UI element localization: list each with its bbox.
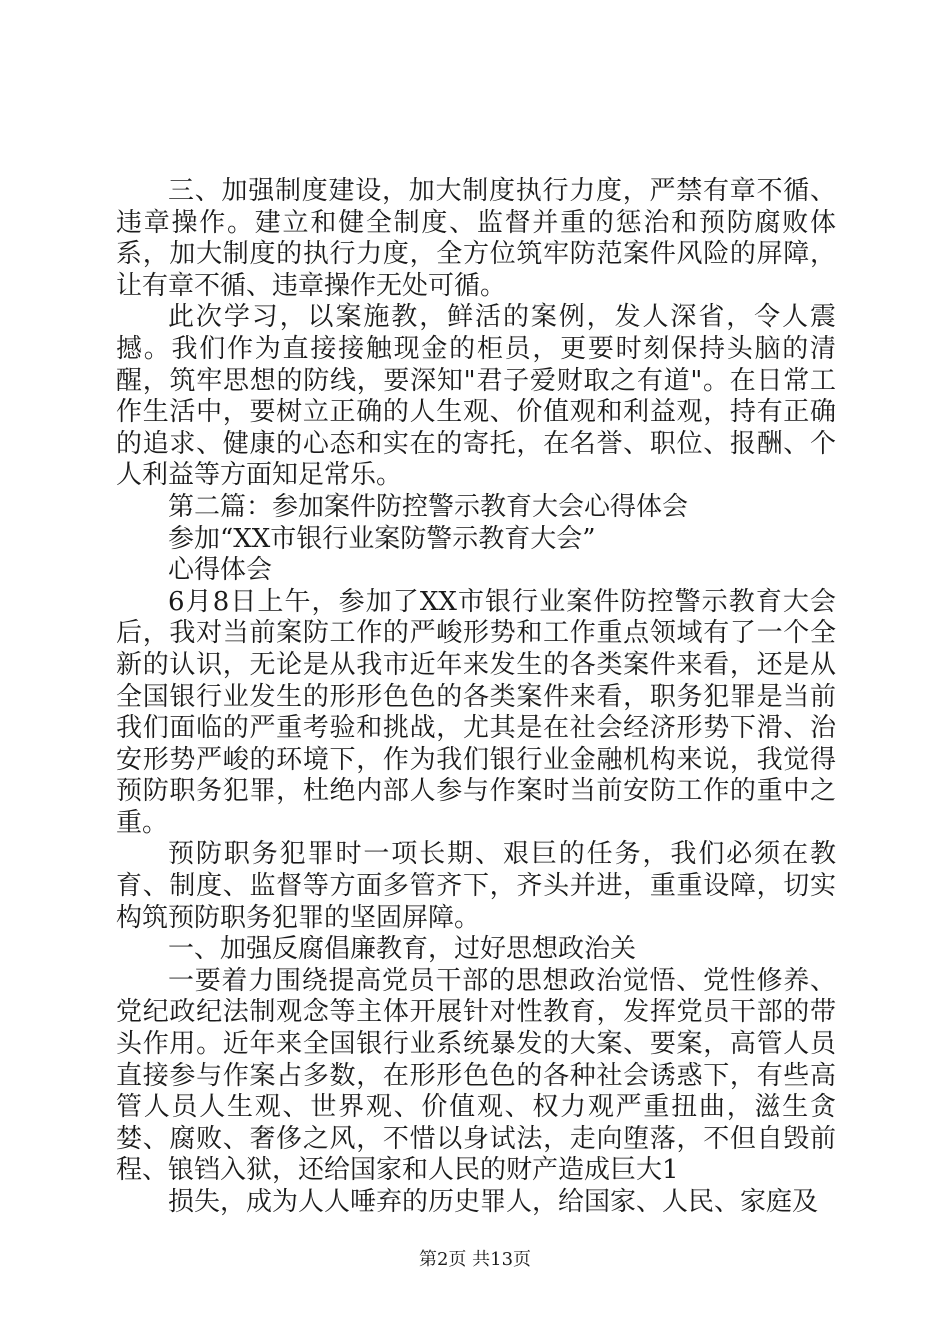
page-footer: 第2页 共13页 <box>418 1249 532 1270</box>
paragraph-5: 一要着力围绕提高党员干部的思想政治觉悟、党性修养、党纪政纪法制观念等主体开展针对性教育，发挥党员干部的带头作用。近年来全国银行业系统暴发的大案、要案，高管人员直接参与作案占多数，在形形色色的各种社会诱惑下，有些高管人员人生观、世界观、价值观、权力观严重扭曲，滋生贪婪、腐败、奢侈之风，不惜以身试法，走向堕落，不但自毁前程、锒铛入狱，还给国家和人民的财产造成巨大1 <box>116 965 836 1186</box>
paragraph-3: 6月8日上午，参加了XX市银行业案件防控警示教育大会后，我对当前案防工作的严峻形势和工作重点领域有了一个全新的认识，无论是从我市近年来发生的各类案件来看，还是从全国银行业发生的形形色色的各类案件来看，职务犯罪是当前我们面临的严重考验和挑战，尤其是在社会经济形势下滑、治安形势严峻的环境下，作为我们银行业金融机构来说，我觉得预防职务犯罪，杜绝内部人参与作案时当前安防工作的重中之重。 <box>116 586 836 838</box>
article-title: 参加“XX市银行业案防警示教育大会” <box>168 523 596 554</box>
subsection-heading: 一、加强反腐倡廉教育，过好思想政治关 <box>168 934 637 965</box>
paragraph-1: 三、加强制度建设，加大制度执行力度，严禁有章不循、违章操作。建立和健全制度、监督并重的惩治和预防腐败体系，加大制度的执行力度，全方位筑牢防范案件风险的屏障，让有章不循、违章操作无处可循。 <box>116 176 836 301</box>
article-subtitle: 心得体会 <box>168 555 273 586</box>
document-body <box>116 176 836 1219</box>
paragraph-6: 损失，成为人人唾弃的历史罪人，给国家、人民、家庭及 <box>168 1187 819 1217</box>
section-heading: 第二篇：参加案件防控警示教育大会心得体会 <box>168 491 689 522</box>
paragraph-4: 预防职务犯罪时一项长期、艰巨的任务，我们必须在教育、制度、监督等方面多管齐下，齐头并进，重重设障，切实构筑预防职务犯罪的坚固屏障。 <box>116 839 836 933</box>
paragraph-2: 此次学习，以案施教，鲜活的案例，发人深省，令人震撼。我们作为直接接触现金的柜员，更要时刻保持头脑的清醒，筑牢思想的防线，要深知"君子爱财取之有道"。在日常工作生活中，要树立正确的人生观、价值观和利益观，持有正确的追求、健康的心态和实在的寄托，在名誉、职位、报酬、个人利益等方面知足常乐。 <box>116 302 836 491</box>
